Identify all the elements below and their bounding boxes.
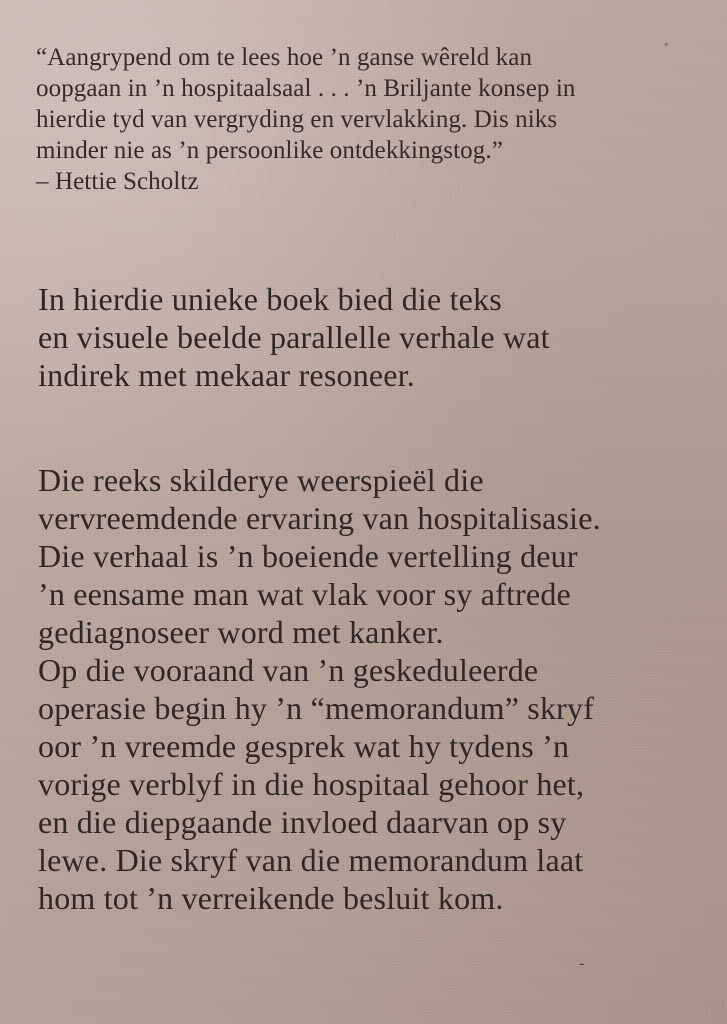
bottom-mark: - bbox=[579, 955, 585, 972]
quote-line: “Aangrypend om te lees hoe ’n ganse wêreld kan bbox=[36, 44, 533, 71]
top-right-mark: ˚ bbox=[664, 42, 669, 57]
quote-line: minder nie as ’n persoonlike ontdekkingstog.” bbox=[36, 137, 503, 164]
paragraph-1-line: en visuele beelde parallelle verhale wat bbox=[38, 319, 550, 355]
paragraph-2-line: ’n eensame man wat vlak voor sy aftrede bbox=[38, 576, 571, 612]
description-paragraph-1 bbox=[38, 280, 704, 394]
paragraph-2-line: vervreemdende ervaring van hospitalisasie. bbox=[38, 500, 601, 536]
paragraph-1-line: indirek met mekaar resoneer. bbox=[38, 357, 415, 393]
quote-line: oopgaan in ’n hospitaalsaal . . . ’n Briljante konsep in bbox=[36, 75, 576, 102]
quote-line: hierdie tyd van vergryding en vervlakking. Dis niks bbox=[36, 106, 558, 133]
paragraph-2-line: lewe. Die skryf van die memorandum laat bbox=[38, 842, 584, 878]
paragraph-2-line: vorige verblyf in die hospitaal gehoor het, bbox=[38, 766, 585, 802]
review-quote bbox=[36, 42, 702, 197]
paragraph-2-line: gediagnoseer word met kanker. bbox=[38, 614, 444, 650]
quote-attribution: – Hettie Scholtz bbox=[36, 168, 199, 195]
paragraph-2-line: Op die vooraand van ’n geskeduleerde bbox=[38, 652, 539, 688]
description-paragraph-2 bbox=[38, 461, 704, 917]
paragraph-2-line: hom tot ’n verreikende besluit kom. bbox=[38, 880, 504, 916]
paragraph-1-line: In hierdie unieke boek bied die teks bbox=[38, 281, 502, 317]
paragraph-2-line: oor ’n vreemde gesprek wat hy tydens ’n bbox=[38, 728, 570, 764]
paragraph-2-line: operasie begin hy ’n “memorandum” skryf bbox=[38, 690, 595, 726]
paragraph-2-line: Die verhaal is ’n boeiende vertelling deur bbox=[38, 538, 578, 574]
paragraph-2-line: en die diepgaande invloed daarvan op sy bbox=[38, 804, 567, 840]
paragraph-2-line: Die reeks skilderye weerspieël die bbox=[38, 462, 484, 498]
